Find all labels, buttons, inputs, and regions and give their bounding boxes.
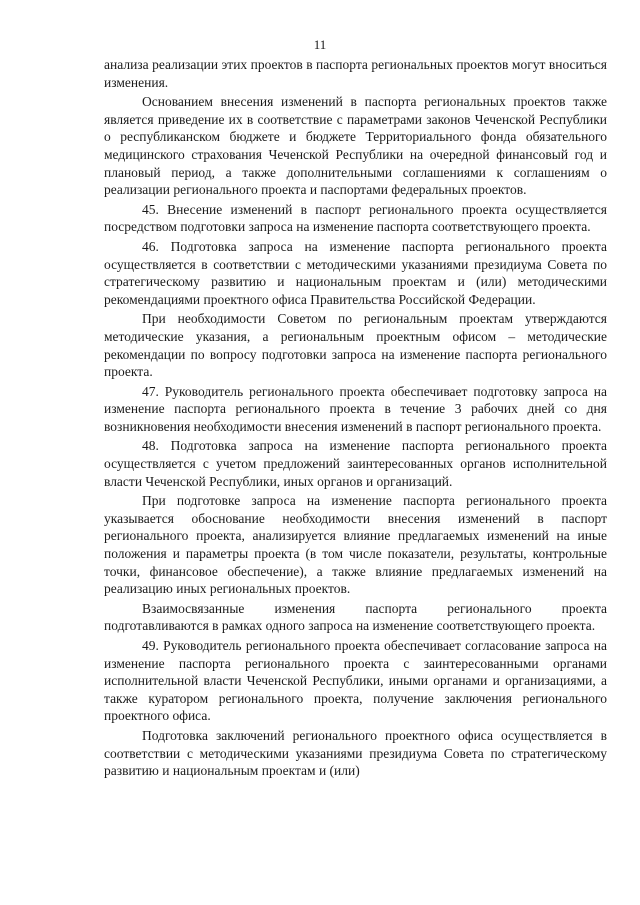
document-body <box>104 56 607 782</box>
paragraph-clause-45: 45. Внесение изменений в паспорт регионального проекта осуществляется посредством подготовки запроса на изменение паспорта соответствующего проекта. <box>104 201 607 235</box>
paragraph-clause-46: 46. Подготовка запроса на изменение паспорта регионального проекта осуществляется в соответствии с методическими указаниями президиума Совета по стратегическому развитию и национальным проектам и (или) методическими рекомендациями проектного офиса Правительства Российской Федерации. <box>104 238 607 307</box>
paragraph-clause-48: 48. Подготовка запроса на изменение паспорта регионального проекта осуществляется с учетом предложений заинтересованных органов исполнительной власти Чеченской Республики, иных органов и организаций. <box>104 438 607 489</box>
paragraph-clause-49: 49. Руководитель регионального проекта обеспечивает согласование запроса на изменение паспорта регионального проекта с заинтересованными органами исполнительной власти Чеченской Республики, иными органами и организациями, а также куратором регионального проекта, получение заключения регионального проектного офиса. <box>104 638 607 724</box>
paragraph: Подготовка заключений регионального проектного офиса осуществляется в соответствии с методическими указаниями президиума Совета по стратегическому развитию и национальным проектам и (или) <box>104 727 607 779</box>
paragraph: Основанием внесения изменений в паспорта региональных проектов также является приведение их в соответствие с параметрами законов Чеченской Республики о республиканском бюджете и бюджете Территориального фонда обязательного медицинского страхования Чеченской Республики на очередной финансовый год и плановый период, а также дополнительными соглашениями к соглашениям о реализации регионального проекта и паспортами федеральных проектов. <box>104 94 607 198</box>
paragraph: Взаимосвязанные изменения паспорта регионального проекта подготавливаются в рамках одного запроса на изменение соответствующего проекта. <box>104 600 607 634</box>
paragraph-continuation: анализа реализации этих проектов в паспорта региональных проектов могут вноситься изменения. <box>104 57 607 90</box>
paragraph-clause-47: 47. Руководитель регионального проекта обеспечивает подготовку запроса на изменение паспорта регионального проекта в течение 3 рабочих дней со дня возникновения необходимости внесения изменений в паспорт регионального проекта. <box>104 383 607 434</box>
paragraph: При подготовке запроса на изменение паспорта регионального проекта указывается обоснование необходимости внесения изменений в паспорт регионального проекта, анализируется влияние предлагаемых изменений на иные положения и параметры проекта (в том числе показатели, результаты, контрольные точки, финансовое обеспечение), а также влияние предлагаемых изменений на реализацию иных региональных проектов. <box>104 493 607 597</box>
page-number: 11 <box>313 37 327 52</box>
paragraph: При необходимости Советом по региональным проектам утверждаются методические указания, а региональным проектным офисом – методические рекомендации по вопросу подготовки запроса на изменение паспорта регионального проекта. <box>104 311 607 380</box>
